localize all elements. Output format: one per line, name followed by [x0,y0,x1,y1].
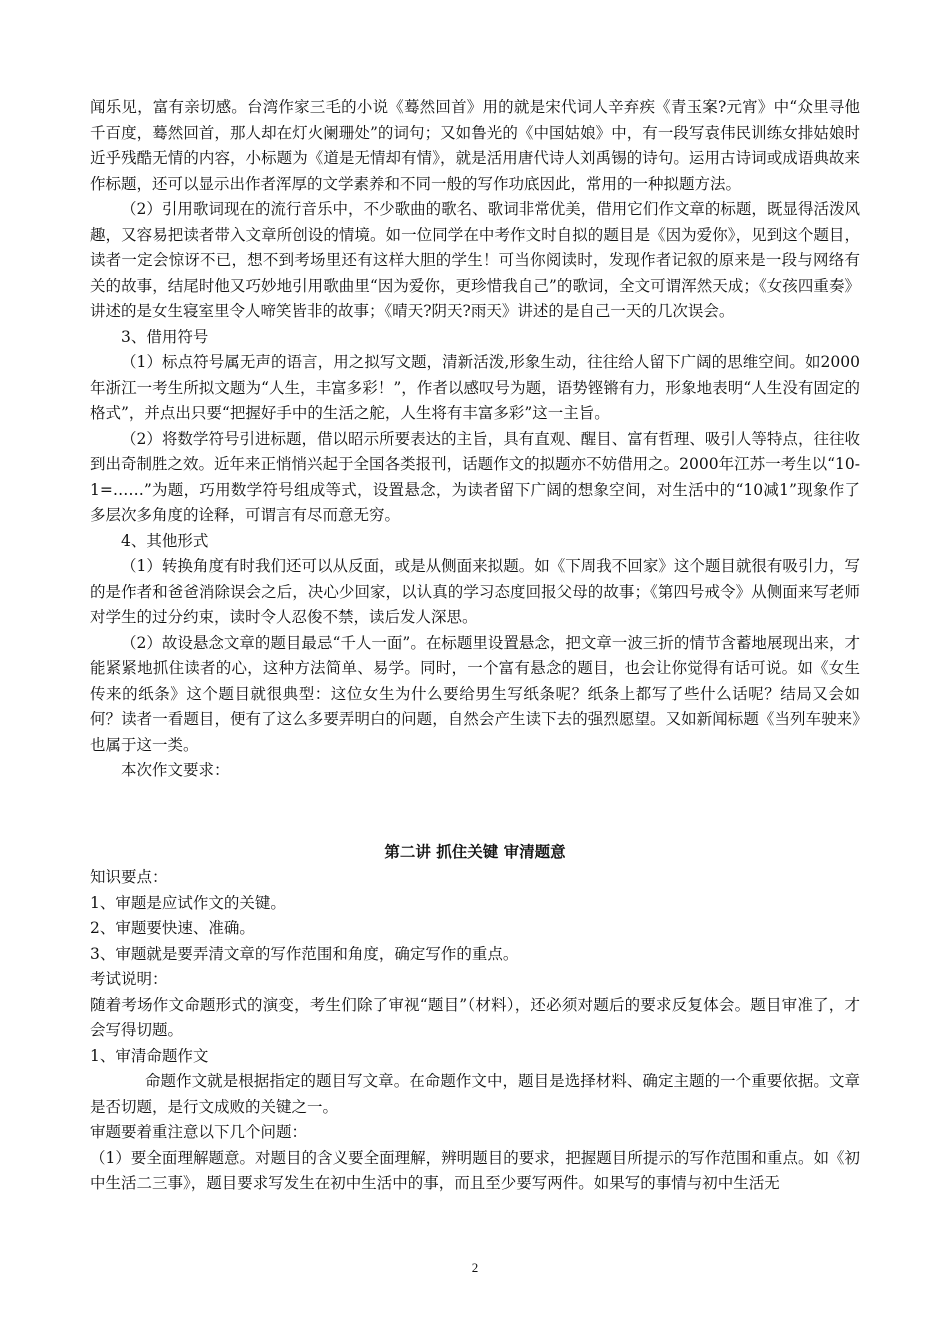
document-body [90,95,860,1197]
section-heading: 3、借用符号 [121,327,209,346]
paragraph: （1）要全面理解题意。对题目的含义要全面理解，辨明题目的要求，把握题目所提示的写作范围和重点。如《初中生活二三事》，题目要求写发生在初中生活中的事，而且至少要写两件。如果写的事情与初中生活无 [90,1148,860,1192]
page-number: 2 [471,1260,479,1275]
paragraph: （2）将数学符号引进标题，借以昭示所要表达的主旨，具有直观、醒目、富有哲理、吸引人等特点，往往收到出奇制胜之效。近年来正悄悄兴起于全国各类报刊，话题作文的拟题亦不妨借用之。2000年江苏一考生以“10-1=……”为题，巧用数学符号组成等式，设置悬念，为读者留下广阔的想象空间，对生活中的“10减1”现象作了多层次多角度的诠释，可谓言有尽而意无穷。 [90,429,860,524]
paragraph: （2）故设悬念文章的题目最忌“千人一面”。在标题里设置悬念，把文章一波三折的情节含蓄地展现出来，才能紧紧地抓住读者的心，这种方法简单、易学。同时，一个富有悬念的题目，也会让你觉得有话可说。如《女生传来的纸条》这个题目就很典型：这位女生为什么要给男生写纸条呢？纸条上都写了些什么话呢？结局又会如何？读者一看题目，便有了这么多要弄明白的问题，自然会产生读下去的强烈愿望。又如新闻标题《当列车驶来》也属于这一类。 [90,633,860,754]
list-item: 2、审题要快速、准确。 [90,919,255,937]
paragraph: 命题作文就是根据指定的题目写文章。在命题作文中，题目是选择材料、确定主题的一个重要依据。文章是否切题，是行文成败的关键之一。 [90,1072,860,1116]
paragraph: （1）转换角度有时我们还可以从反面，或是从侧面来拟题。如《下周我不回家》这个题目就很有吸引力，写的是作者和爸爸消除误会之后，决心少回家，以认真的学习态度回报父母的故事；《第四号戒令》从侧面来写老师对学生的过分约束，读时令人忍俊不禁，读后发人深思。 [90,557,860,626]
list-item: 3、审题就是要弄清文章的写作范围和角度，确定写作的重点。 [90,944,519,963]
paragraph: （1）标点符号属无声的语言，用之拟写文题，清新活泼,形象生动，往往给人留下广阔的思维空间。如2000年浙江一考生所拟文题为“人生，丰富多彩！”，作者以感叹号为题，语势铿锵有力，形象地表明“人生没有固定的格式”，并点出只要“把握好手中的生活之舵，人生将有丰富多彩”这一主旨。 [90,353,860,422]
lecture-title: 第二讲 抓住关键 审清题意 [384,842,566,861]
paragraph: 本次作文要求： [121,761,230,779]
spacer [90,784,860,840]
label-line: 考试说明： [90,970,168,988]
label-line: 审题要着重注意以下几个问题： [90,1123,308,1141]
label-line: 知识要点： [90,868,168,886]
paragraph: 随着考场作文命题形式的演变，考生们除了审视“题目”（材料），还必须对题后的要求反复体会。题目审准了，才会写得切题。 [90,995,860,1039]
section-heading: 1、审清命题作文 [90,1046,209,1065]
list-item: 1、审题是应试作文的关键。 [90,893,286,912]
paragraph: （2）引用歌词现在的流行音乐中，不少歌曲的歌名、歌词非常优美，借用它们作文章的标题，既显得活泼风趣，又容易把读者带入文章所创设的情境。如一位同学在中考作文时自拟的题目是《因为爱你》，见到这个题目，读者一定会惊讶不已，想不到考场里还有这样大胆的学生！可当你阅读时，发现作者记叙的原来是一段与网络有关的故事，结尾时他又巧妙地引用歌曲里“因为爱你，更珍惜我自己”的歌词，全文可谓浑然天成；《女孩四重奏》讲述的是女生寝室里令人啼笑皆非的故事；《晴天?阴天?雨天》讲述的是自己一天的几次误会。 [90,200,860,320]
paragraph: 闻乐见，富有亲切感。台湾作家三毛的小说《蓦然回首》用的就是宋代词人辛弃疾《青玉案?元宵》中“众里寻他千百度，蓦然回首，那人却在灯火阑珊处”的词句；又如鲁光的《中国姑娘》中，有一段写袁伟民训练女排姑娘时近乎残酷无情的内容，小标题为《道是无情却有情》，就是活用唐代诗人刘禹锡的诗句。运用古诗词或成语典故来作标题，还可以显示出作者浑厚的文学素养和不同一般的写作功底因此，常用的一种拟题方法。 [90,98,860,193]
section-heading: 4、其他形式 [121,531,209,550]
